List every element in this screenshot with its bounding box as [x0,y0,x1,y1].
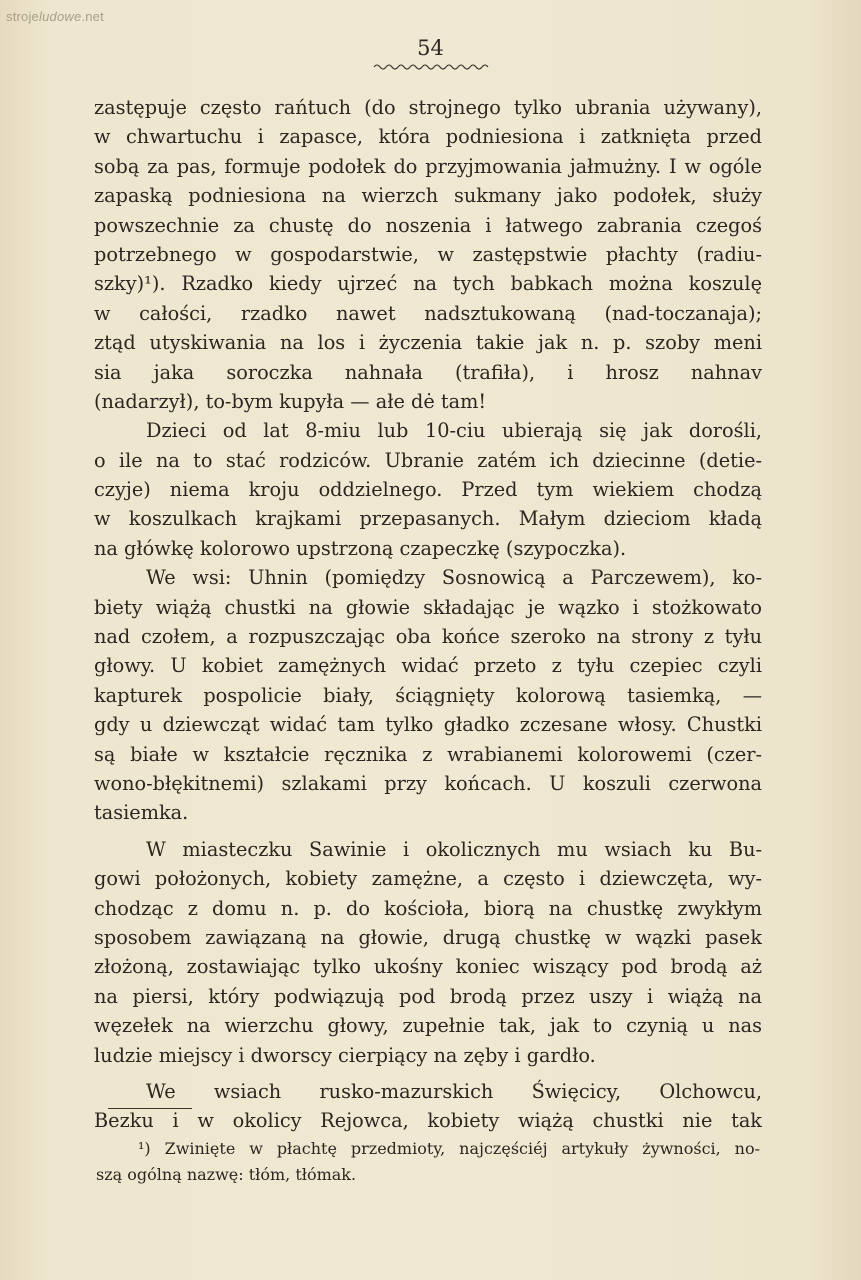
text-line: sposobem zawiązaną na głowie, drugą chustkę w wązki pasek [94,925,762,949]
text-line: powszechnie za chustę do noszenia i łatwego zabrania czegoś [94,213,762,237]
text-line: ludzie miejscy i dworscy cierpiący na zęby i gardło. [94,1043,596,1067]
text-line: gowi położonych, kobiety zamężne, a często i dziewczęta, wy- [94,867,762,891]
footnote-line: ¹) Zwinięte w płachtę przedmioty, najczęściéj artykuły żywności, no- [138,1139,760,1158]
body-text [94,93,762,1136]
watermark: strojeludowe.net [6,9,104,24]
text-line: szky)¹). Rzadko kiedy ujrzeć na tych babkach można koszulę [94,272,762,296]
text-line: W miasteczku Sawinie i okolicznych mu wsiach ku Bu- [146,837,762,861]
text-line: We wsiach rusko-mazurskich Święcicy, Olchowcu, [146,1079,762,1103]
text-line: nad czołem, a rozpuszczając oba końce szeroko na strony z tyłu [94,625,762,649]
text-line: Bezku i w okolicy Rejowca, kobiety wiążą chustki nie tak [94,1109,762,1133]
text-line: ztąd utyskiwania na los i życzenia takie jak n. p. szoby meni [94,331,762,355]
text-line: w koszulkach krajkami przepasanych. Małym dzieciom kładą [94,507,762,531]
text-line: są białe w kształcie ręcznika z wrabianemi kolorowemi (czer- [94,742,762,766]
text-line: złożoną, zostawiając tylko ukośny koniec wiszący pod brodą aż [94,955,762,979]
text-line: sia jaka soroczka nahnała (trafiła), i hrosz nahnav [94,360,762,384]
text-line: głowy. U kobiet zamężnych widać przeto z tyłu czepiec czyli [94,654,762,678]
text-line: węzełek na wierzchu głowy, zupełnie tak, jak to czynią u nas [94,1014,762,1038]
text-line: czyje) niema kroju oddzielnego. Przed tym wiekiem chodzą [94,478,762,502]
text-line: (nadarzył), to-bym kupyła — ałe dė tam! [94,389,487,413]
wavy-ornament-icon [372,62,490,72]
footnote-line: szą ogólną nazwę: tłóm, tłómak. [96,1165,357,1184]
text-line: sobą za pas, formuje podołek do przyjmowania jałmużny. I w ogóle [94,154,762,178]
footnote [96,1136,760,1188]
text-line: na główkę kolorowo upstrzoną czapeczkę (szypoczka). [94,536,627,560]
text-line: zapaską podniesiona na wierzch sukmany jako podołek, służy [94,184,762,208]
text-line: gdy u dziewcząt widać tam tylko gładko zczesane włosy. Chustki [94,713,762,737]
text-line: w chwartuchu i zapasce, która podniesiona i zatknięta przed [94,125,762,149]
text-line: kapturek pospolicie biały, ściągnięty kolorową tasiemką, — [94,683,762,707]
text-line: biety wiążą chustki na głowie składając je wązko i stożkowato [94,595,762,619]
text-line: na piersi, który podwiązują pod brodą przez uszy i wiążą na [94,984,762,1008]
text-line: potrzebnego w gospodarstwie, w zastępstwie płachty (radiu- [94,242,762,266]
page-number: 54 [417,36,444,60]
text-line: Dzieci od lat 8-miu lub 10-ciu ubierają się jak dorośli, [146,419,762,443]
text-line: wono-błękitnemi) szlakami przy końcach. U koszuli czerwona [94,771,762,795]
text-line: w całości, rzadko nawet nadsztukowaną (nad-toczanaja); [94,301,762,325]
text-line: o ile na to stać rodziców. Ubranie zatém ich dziecinne (detie- [94,448,762,472]
footnote-divider [108,1108,192,1109]
text-line: chodząc z domu n. p. do kościoła, biorą na chustkę zwykłym [94,896,762,920]
text-line: We wsi: Uhnin (pomiędzy Sosnowicą a Parczewem), ko- [146,566,762,590]
text-line: tasiemka. [94,801,189,825]
text-line: zastępuje często rańtuch (do strojnego tylko ubrania używany), [94,96,762,119]
